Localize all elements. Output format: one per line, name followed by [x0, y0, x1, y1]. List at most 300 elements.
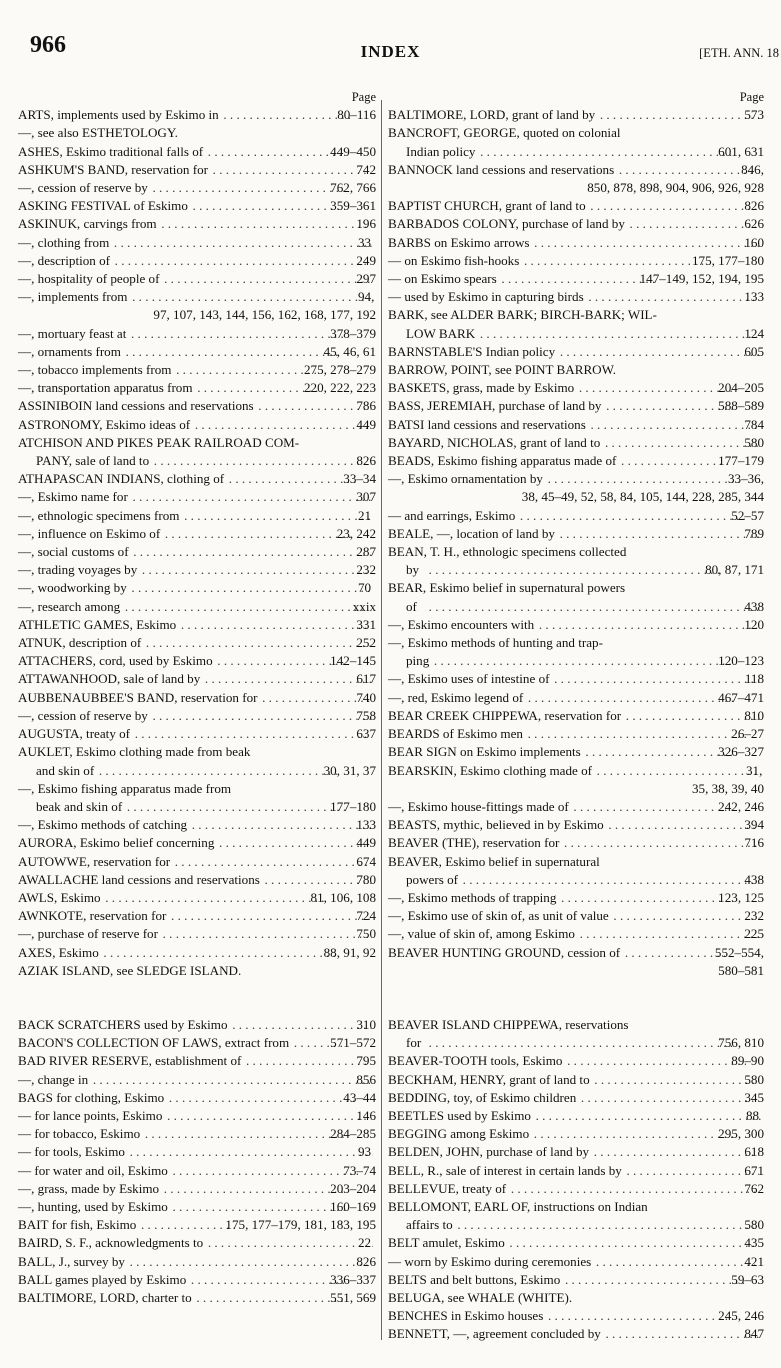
- leader-dots: [623, 944, 730, 962]
- entry-text: BELL, R., sale of interest in certain lands by: [388, 1162, 622, 1178]
- leader-dots: [173, 853, 371, 871]
- leader-dots: [558, 525, 759, 543]
- index-entry: [18, 707, 376, 725]
- entry-text: AZIAK ISLAND, see SLEDGE ISLAND.: [18, 962, 242, 978]
- entry-text: —, Eskimo methods of catching: [18, 817, 188, 833]
- entry-pages: 394: [744, 817, 764, 833]
- entry-text: —, Eskimo house-fittings made of: [388, 798, 569, 814]
- entry-line: [388, 725, 764, 743]
- leader-dots: [260, 689, 371, 707]
- index-entry: [18, 124, 376, 142]
- entry-pages: 846,: [741, 161, 764, 177]
- entry-pages: 626: [744, 216, 764, 232]
- entry-line: [388, 1162, 764, 1180]
- leader-dots: [628, 215, 759, 233]
- index-entry: [388, 1125, 764, 1143]
- entry-text: AXES, Eskimo: [18, 944, 99, 960]
- entry-pages: 123, 125: [718, 889, 764, 905]
- index-entry: [388, 416, 764, 434]
- index-column-left: [18, 88, 376, 1307]
- entry-line: [18, 871, 376, 889]
- entry-text: BARBS on Eskimo arrows: [388, 234, 530, 250]
- leader-dots: [546, 470, 743, 488]
- entry-pages: 378–379: [330, 325, 376, 341]
- index-entry: [18, 780, 376, 816]
- entry-line: [18, 1125, 376, 1143]
- entry-line: [388, 1234, 764, 1252]
- entry-text: —, Eskimo encounters with: [388, 616, 535, 632]
- entry-line: [388, 397, 764, 415]
- leader-dots: [133, 725, 371, 743]
- leader-dots: [456, 1216, 760, 1234]
- index-entry: [388, 1198, 764, 1234]
- entry-pages: 175, 177–180: [691, 252, 764, 268]
- entry-line: [18, 343, 376, 361]
- index-entry: [388, 543, 764, 579]
- entry-text: AWNKOTE, reservation for: [18, 908, 167, 924]
- entry-text: BEAVER, Eskimo belief in supernatural: [388, 853, 600, 869]
- index-entry: [18, 488, 376, 506]
- index-entry: [388, 944, 764, 980]
- leader-dots: [130, 579, 373, 597]
- entry-pages: 81, 106, 108: [310, 889, 376, 905]
- leader-dots: [572, 798, 733, 816]
- entry-pages: 826: [744, 198, 764, 214]
- leader-dots: [612, 907, 760, 925]
- entry-text: BEALE, —, location of land by: [388, 525, 555, 541]
- leader-dots: [624, 707, 759, 725]
- entry-pages: 742: [356, 161, 376, 177]
- entry-line: [18, 1162, 376, 1180]
- entry-text: ATTAWANHOOD, sale of land by: [18, 671, 201, 687]
- index-entry: [18, 743, 376, 779]
- leader-dots: [206, 143, 345, 161]
- entry-pages: 26–27: [731, 726, 764, 742]
- index-entry: [18, 1125, 376, 1143]
- entry-text: BEADS, Eskimo fishing apparatus made of: [388, 453, 617, 469]
- entry-line: [18, 488, 376, 506]
- index-entry: [388, 379, 764, 397]
- entry-text: — and earrings, Eskimo: [388, 507, 516, 523]
- entry-pages: 295, 300: [718, 1126, 764, 1142]
- entry-line: [388, 670, 764, 688]
- index-entry: [388, 762, 764, 798]
- index-entry: [388, 234, 764, 252]
- entry-pages: 740: [356, 689, 376, 705]
- entry-pages: 43–44: [343, 1089, 376, 1105]
- entry-line: [388, 634, 764, 652]
- entry-pages: 671: [744, 1162, 764, 1178]
- entry-text: affairs to: [406, 1217, 453, 1233]
- leader-dots: [595, 762, 761, 780]
- entry-line: [388, 379, 764, 397]
- entry-pages: 724: [356, 908, 376, 924]
- entry-pages: 232: [356, 562, 376, 578]
- leader-dots: [427, 1034, 733, 1052]
- index-entry: [388, 907, 764, 925]
- leader-dots: [140, 561, 371, 579]
- entry-line: [18, 652, 376, 670]
- page-number: 966: [30, 32, 66, 58]
- entry-text: powers of: [406, 871, 458, 887]
- entry-text: BARK, see ALDER BARK; BIRCH-BARK; WIL-: [388, 307, 657, 323]
- entry-pages: 847: [744, 1326, 764, 1342]
- leader-dots: [128, 1143, 373, 1161]
- entry-line: for . . . 756, 810: [406, 1034, 764, 1052]
- entry-text: — for lance points, Eskimo: [18, 1107, 163, 1123]
- leader-dots: [244, 1052, 371, 1070]
- entry-line: [388, 470, 764, 488]
- entry-line: [18, 689, 376, 707]
- entry-text: —, see also ESTHETOLOGY.: [18, 125, 178, 141]
- entry-pages: 73–74: [343, 1162, 376, 1178]
- leader-dots: [589, 416, 760, 434]
- entry-pages-continued: 580–581: [718, 962, 764, 978]
- entry-text: BELT amulet, Eskimo: [388, 1235, 505, 1251]
- entry-line: [18, 1271, 376, 1289]
- entry-pages: 275, 278–279: [303, 362, 376, 378]
- entry-text: AUKLET, Eskimo clothing made from beak: [18, 744, 251, 760]
- leader-dots: [579, 1089, 759, 1107]
- entry-text: LOW BARK: [406, 325, 476, 341]
- leader-dots: [217, 834, 371, 852]
- leader-dots: [589, 197, 760, 215]
- index-entry: [388, 853, 764, 889]
- leader-dots: [559, 889, 733, 907]
- entry-line: [406, 871, 764, 889]
- entry-text: —, Eskimo uses of intestine of: [388, 671, 550, 687]
- entry-line: [388, 1307, 764, 1325]
- index-entry: [18, 361, 376, 379]
- index-entry: [18, 1089, 376, 1107]
- entry-line: [36, 798, 376, 816]
- index-entry: [388, 1162, 764, 1180]
- entry-line: [18, 816, 376, 834]
- entry-text: ASKING FESTIVAL of Eskimo: [18, 198, 188, 214]
- leader-dots: [593, 1071, 760, 1089]
- entry-line: [406, 652, 764, 670]
- index-entry: [388, 252, 764, 270]
- entry-line: [388, 1325, 764, 1343]
- index-entry: [18, 1253, 376, 1271]
- entry-line: BEARSKIN, Eskimo clothing made of . . . 31,: [406, 762, 764, 780]
- entry-line: [18, 962, 376, 980]
- leader-dots: [532, 1125, 733, 1143]
- entry-line: [388, 689, 764, 707]
- index-entry: [18, 1016, 376, 1034]
- entry-line: [18, 1071, 376, 1089]
- entry-text: AUGUSTA, treaty of: [18, 726, 131, 742]
- entry-text: BEETLES used by Eskimo: [388, 1107, 531, 1123]
- entry-text: —, value of skin of, among Eskimo: [388, 926, 575, 942]
- entry-line: [18, 543, 376, 561]
- entry-text: ATNUK, description of: [18, 635, 142, 651]
- leader-dots: [231, 1016, 372, 1034]
- leader-dots: [500, 270, 655, 288]
- entry-text: BAYARD, NICHOLAS, grant of land to: [388, 434, 601, 450]
- entry-pages: 120: [744, 616, 764, 632]
- entry-pages: 252: [356, 635, 376, 651]
- index-entry: [18, 834, 376, 852]
- leader-dots: [130, 288, 373, 306]
- entry-pages-continued: 97, 107, 143, 144, 156, 162, 168, 177, 192: [153, 307, 376, 323]
- index-entry: [18, 143, 376, 161]
- entry-text: AWLS, Eskimo: [18, 889, 101, 905]
- leader-dots: [171, 1198, 345, 1216]
- index-entry: [388, 616, 764, 634]
- entry-text: —, research among: [18, 598, 121, 614]
- entry-pages: 617: [356, 671, 376, 687]
- entry-text: BACON'S COLLECTION OF LAWS, extract from: [18, 1035, 290, 1051]
- entry-text: BELUGA, see WHALE (WHITE).: [388, 1289, 573, 1305]
- index-entry: [388, 1143, 764, 1161]
- entry-pages: 203–204: [330, 1180, 376, 1196]
- entry-line: [18, 252, 376, 270]
- index-entry: [18, 416, 376, 434]
- entry-pages: 124: [744, 325, 764, 341]
- leader-dots: [603, 434, 759, 452]
- entry-text: —, Eskimo fishing apparatus made from: [18, 780, 232, 796]
- entry-pages: 789: [744, 525, 764, 541]
- entry-pages: 345: [744, 1089, 764, 1105]
- leader-dots: [97, 762, 338, 780]
- entry-text: —, woodworking by: [18, 580, 127, 596]
- entry-line: [388, 834, 764, 852]
- entry-line: [388, 743, 764, 761]
- entry-line: [18, 1034, 376, 1052]
- entry-pages: 573: [744, 107, 764, 123]
- index-entry: [388, 925, 764, 943]
- index-entry: [18, 944, 376, 962]
- index-entry: [18, 634, 376, 652]
- entry-text: beak and skin of: [36, 798, 123, 814]
- entry-line: [18, 1216, 376, 1234]
- entry-pages: 580: [744, 1217, 764, 1233]
- entry-pages: 421: [744, 1253, 764, 1269]
- entry-line: [388, 234, 764, 252]
- entry-line: [388, 907, 764, 925]
- index-entry: [388, 470, 764, 506]
- entry-line: [388, 452, 764, 470]
- entry-text: BALTIMORE, LORD, charter to: [18, 1289, 192, 1305]
- leader-dots: [129, 325, 345, 343]
- entry-line: [18, 1016, 376, 1034]
- entry-line: [18, 944, 376, 962]
- entry-text: BASKETS, grass, made by Eskimo: [388, 380, 575, 396]
- entry-pages: 196: [356, 216, 376, 232]
- leader-dots: [508, 1234, 760, 1252]
- index-entry: [18, 1216, 376, 1234]
- entry-line: [18, 1107, 376, 1125]
- entry-text: —, Eskimo use of skin of, as unit of value: [388, 908, 609, 924]
- index-entry: [388, 689, 764, 707]
- entry-line: [18, 670, 376, 688]
- leader-dots: [203, 670, 371, 688]
- entry-text: —, ethnologic specimens from: [18, 507, 180, 523]
- entry-pages: 449: [356, 416, 376, 432]
- entry-pages: 160–169: [330, 1198, 376, 1214]
- entry-line: [388, 361, 764, 379]
- entry-line: BAIRD, S. F., acknowledgments to . . . 22: [36, 1234, 376, 1252]
- leader-dots: [102, 944, 339, 962]
- index-entry: [388, 1052, 764, 1070]
- entry-pages: 336–337: [330, 1271, 376, 1287]
- index-entry: [388, 579, 764, 615]
- entry-text: —, Eskimo methods of trapping: [388, 889, 557, 905]
- leader-dots: [160, 215, 372, 233]
- entry-line: [388, 925, 764, 943]
- entry-text: BELLEVUE, treaty of: [388, 1180, 507, 1196]
- index-entry: [18, 1052, 376, 1070]
- entry-line: [388, 124, 764, 142]
- entry-pages: 33–34: [343, 471, 376, 487]
- entry-pages: 552–554,: [714, 944, 764, 960]
- leader-dots: [191, 197, 345, 215]
- entry-pages: 33–36,: [727, 471, 764, 487]
- entry-line: [36, 452, 376, 470]
- entry-line: [388, 215, 764, 233]
- index-entry: [388, 834, 764, 852]
- index-entry: [18, 1143, 376, 1161]
- entry-line: [388, 525, 764, 543]
- leader-dots: [112, 234, 373, 252]
- leader-dots: [195, 1289, 345, 1307]
- entry-text: —, cession of reserve by: [18, 707, 148, 723]
- entry-text: ATHLETIC GAMES, Eskimo: [18, 616, 177, 632]
- index-entry: [388, 215, 764, 233]
- entry-pages: 856: [356, 1071, 376, 1087]
- entry-text: ATHAPASCAN INDIANS, clothing of: [18, 471, 225, 487]
- entry-line: [388, 1198, 764, 1216]
- index-entry: [388, 1253, 764, 1271]
- leader-dots: [461, 871, 759, 889]
- leader-dots: [478, 325, 759, 343]
- entry-text: —, influence on Eskimo of: [18, 525, 161, 541]
- leader-dots: [193, 416, 371, 434]
- entry-line: [18, 270, 376, 288]
- entry-pages: 146: [356, 1107, 376, 1123]
- index-entry: [18, 161, 376, 179]
- entry-text: BENNETT, —, agreement concluded by: [388, 1326, 601, 1342]
- index-entry: [388, 1071, 764, 1089]
- entry-text: ping: [406, 653, 430, 669]
- entry-text: ATCHISON AND PIKES PEAK RAILROAD COM-: [18, 434, 300, 450]
- entry-line: [18, 925, 376, 943]
- entry-pages-continued: 850, 878, 898, 904, 906, 926, 928: [587, 180, 764, 195]
- entry-pages: 359–361: [330, 198, 376, 214]
- entry-text: BAIRD, S. F., acknowledgments to: [18, 1235, 204, 1251]
- leader-dots: [143, 1125, 345, 1143]
- leader-dots: [604, 1325, 760, 1343]
- leader-dots: [161, 925, 371, 943]
- entry-text: BASS, JEREMIAH, purchase of land by: [388, 398, 602, 414]
- index-entry: [388, 1180, 764, 1198]
- entry-pages: 826: [356, 453, 376, 469]
- leader-dots: [179, 616, 371, 634]
- entry-text: —, Eskimo ornamentation by: [388, 471, 543, 487]
- entry-pages: 245, 246: [718, 1308, 764, 1324]
- leader-dots: [104, 889, 326, 907]
- entry-line: [388, 343, 764, 361]
- entry-line: [18, 197, 376, 215]
- entry-pages: 618: [744, 1144, 764, 1160]
- entry-line: [388, 1253, 764, 1271]
- entry-pages: 588–589: [718, 398, 764, 414]
- entry-line: [388, 1143, 764, 1161]
- leader-dots: [171, 1162, 358, 1180]
- entry-pages: 52–57: [731, 507, 764, 523]
- entry-text: BALL games played by Eskimo: [18, 1271, 187, 1287]
- entry-pages: 605: [744, 343, 764, 359]
- index-entry: [388, 1271, 764, 1289]
- entry-text: BANNOCK land cessions and reservations: [388, 161, 615, 177]
- entry-line: [388, 252, 764, 270]
- leader-dots: [534, 1107, 761, 1125]
- leader-dots: [227, 470, 358, 488]
- entry-line: [18, 907, 376, 925]
- entry-line: [388, 798, 764, 816]
- page-title: INDEX: [360, 42, 421, 61]
- entry-line: [388, 853, 764, 871]
- index-entry: [18, 962, 376, 980]
- entry-pages: 756, 810: [718, 1035, 764, 1051]
- index-entry: [18, 689, 376, 707]
- entry-text: —, hunting, used by Eskimo: [18, 1198, 168, 1214]
- entry-pages: 826: [356, 1253, 376, 1269]
- entry-text: BENCHES in Eskimo houses: [388, 1308, 544, 1324]
- page-column-label: Page: [351, 90, 376, 104]
- entry-pages: 204–205: [718, 380, 764, 396]
- entry-text: BELLOMONT, EARL OF, instructions on Indian: [388, 1198, 648, 1214]
- entry-text: BEAVER HUNTING GROUND, cession of: [388, 944, 621, 960]
- entry-line: [18, 1198, 376, 1216]
- entry-line: [36, 762, 376, 780]
- index-entry: [18, 1198, 376, 1216]
- entry-pages: 435: [744, 1235, 764, 1251]
- leader-dots: [113, 252, 371, 270]
- index-entry: [18, 871, 376, 889]
- entry-line: [388, 306, 764, 324]
- entry-text: AUTOWWE, reservation for: [18, 853, 171, 869]
- entry-text: —, change in: [18, 1071, 89, 1087]
- leader-dots: [478, 143, 733, 161]
- entry-pages: 307: [356, 489, 376, 505]
- index-entry: [18, 470, 376, 488]
- index-entry: [388, 106, 764, 124]
- entry-text: BEAN, T. H., ethnologic specimens collected: [388, 544, 627, 560]
- entry-line: [18, 616, 376, 634]
- entry-pages: 580: [744, 1071, 764, 1087]
- index-entry: [18, 1071, 376, 1089]
- index-entry: [18, 889, 376, 907]
- leader-dots: [167, 1089, 358, 1107]
- entry-line: [18, 379, 376, 397]
- index-entry: [388, 397, 764, 415]
- page-header: [0, 30, 781, 64]
- entry-pages: 571–572: [330, 1035, 376, 1051]
- entry-text: BAIT for fish, Eskimo: [18, 1217, 137, 1233]
- entry-text: BELTS and belt buttons, Eskimo: [388, 1271, 561, 1287]
- entry-line: [388, 1071, 764, 1089]
- entry-text: AWALLACHE land cessions and reservations: [18, 871, 260, 887]
- leader-dots: [537, 616, 759, 634]
- entry-line: [18, 397, 376, 415]
- entry-pages: 716: [744, 835, 764, 851]
- index-entry: [18, 1107, 376, 1125]
- entry-line: [388, 707, 764, 725]
- index-entry: [388, 1325, 764, 1343]
- index-entry: [388, 434, 764, 452]
